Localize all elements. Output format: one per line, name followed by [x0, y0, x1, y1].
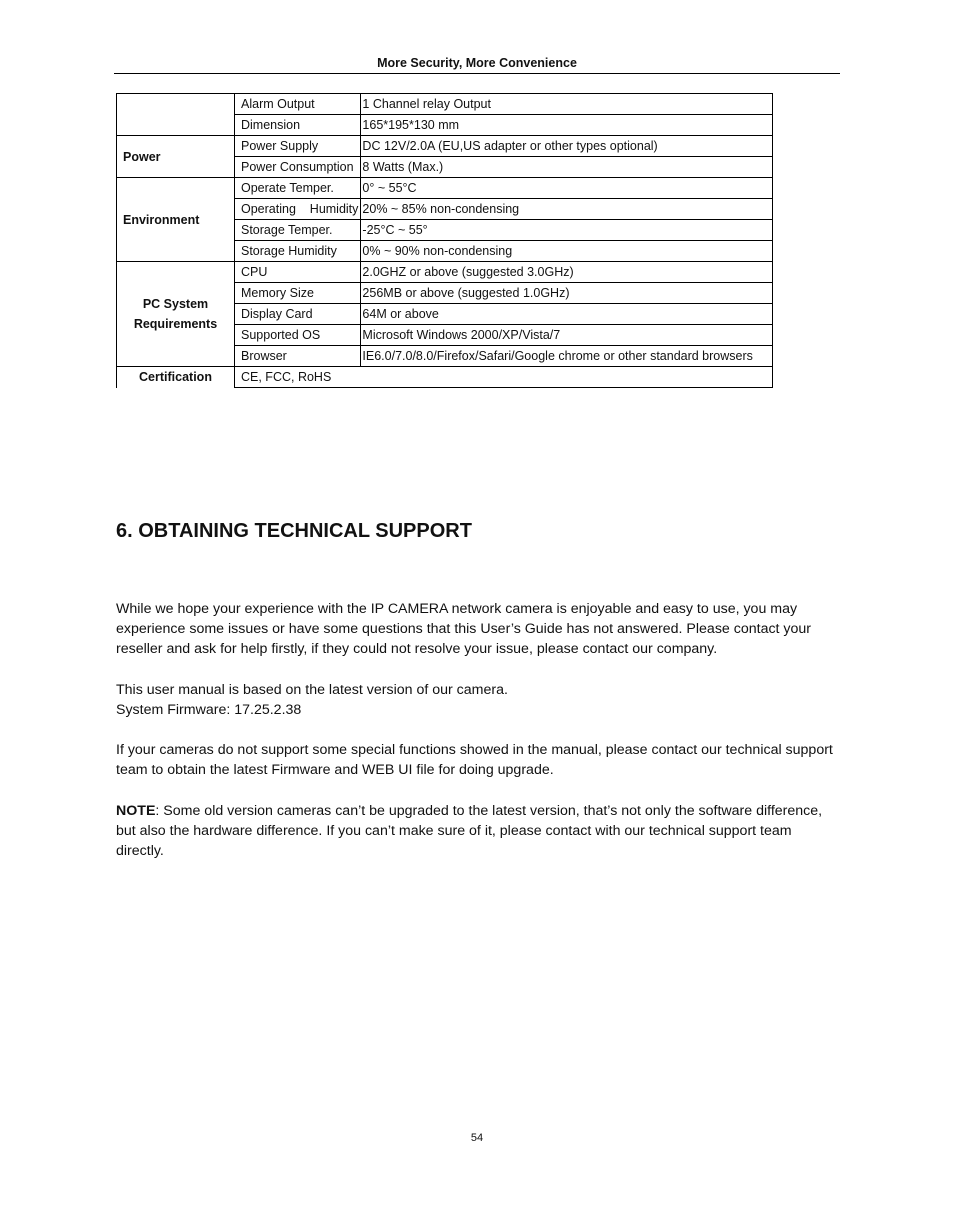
item-cell: Display Card — [235, 304, 361, 325]
table-row — [117, 178, 773, 199]
page-number: 54 — [470, 1132, 484, 1144]
value-cell: 8 Watts (Max.) — [361, 157, 773, 178]
page-header: More Security, More Convenience — [377, 56, 577, 70]
item-cell: Alarm Output — [235, 94, 361, 115]
upgrade-paragraph: If your cameras do not support some special functions showed in the manual, please contact our technical support team to obtain the latest Firmware and WEB UI file for doing upgrade. — [116, 742, 833, 779]
table-row — [117, 262, 773, 283]
table-row — [117, 367, 773, 388]
category-pc-system-requirements: PC System Requirements — [117, 262, 235, 367]
item-cell: Power Supply — [235, 136, 361, 157]
value-cell: 64M or above — [361, 304, 773, 325]
value-cell: 165*195*130 mm — [361, 115, 773, 136]
spec-table — [116, 93, 773, 388]
note-paragraph — [116, 801, 836, 862]
value-cell: 1 Channel relay Output — [361, 94, 773, 115]
value-cell: DC 12V/2.0A (EU,US adapter or other types optional) — [361, 136, 773, 157]
value-cell: 0° ~ 55°C — [361, 178, 773, 199]
item-cell: Browser — [235, 346, 361, 367]
category-environment: Environment — [117, 178, 235, 262]
table-row — [117, 94, 773, 115]
note-text: : Some old version cameras can’t be upgraded to the latest version, that’s not only the software difference, but also the hardware difference. If you can’t make sure of it, please contact with our technical support team directly. — [116, 803, 823, 860]
item-cell: Dimension — [235, 115, 361, 136]
item-cell: Operating Humidity — [235, 199, 361, 220]
item-cell: Supported OS — [235, 325, 361, 346]
table-row — [117, 136, 773, 157]
item-cell: Operate Temper. — [235, 178, 361, 199]
version-line: This user manual is based on the latest version of our camera. — [116, 682, 508, 698]
header-rule — [114, 73, 840, 74]
category-cell-blank — [117, 94, 235, 136]
value-cell: 256MB or above (suggested 1.0GHz) — [361, 283, 773, 304]
item-cell: CPU — [235, 262, 361, 283]
value-cell: 20% ~ 85% non-condensing — [361, 199, 773, 220]
item-cell: Storage Temper. — [235, 220, 361, 241]
item-cell: Storage Humidity — [235, 241, 361, 262]
value-cell: 2.0GHZ or above (suggested 3.0GHz) — [361, 262, 773, 283]
value-cell: 0% ~ 90% non-condensing — [361, 241, 773, 262]
value-cell: IE6.0/7.0/8.0/Firefox/Safari/Google chrome or other standard browsers — [361, 346, 773, 367]
item-cell: Power Consumption — [235, 157, 361, 178]
section-title: 6. OBTAINING TECHNICAL SUPPORT — [116, 520, 472, 542]
note-label: NOTE — [116, 803, 156, 819]
category-certification: Certification — [117, 367, 235, 388]
item-cell: Memory Size — [235, 283, 361, 304]
value-cell: Microsoft Windows 2000/XP/Vista/7 — [361, 325, 773, 346]
certification-value: CE, FCC, RoHS — [235, 367, 773, 388]
firmware-line: System Firmware: 17.25.2.38 — [116, 702, 302, 719]
category-power: Power — [117, 136, 235, 178]
version-paragraph — [116, 680, 836, 720]
value-cell: -25°C ~ 55° — [361, 220, 773, 241]
support-paragraph: While we hope your experience with the IP CAMERA network camera is enjoyable and easy to use, you may experience some issues or have some questions that this User’s Guide has not answered. Please contact your reseller and ask for help firstly, if they could not resolve your issue, please contact our company. — [116, 601, 812, 658]
